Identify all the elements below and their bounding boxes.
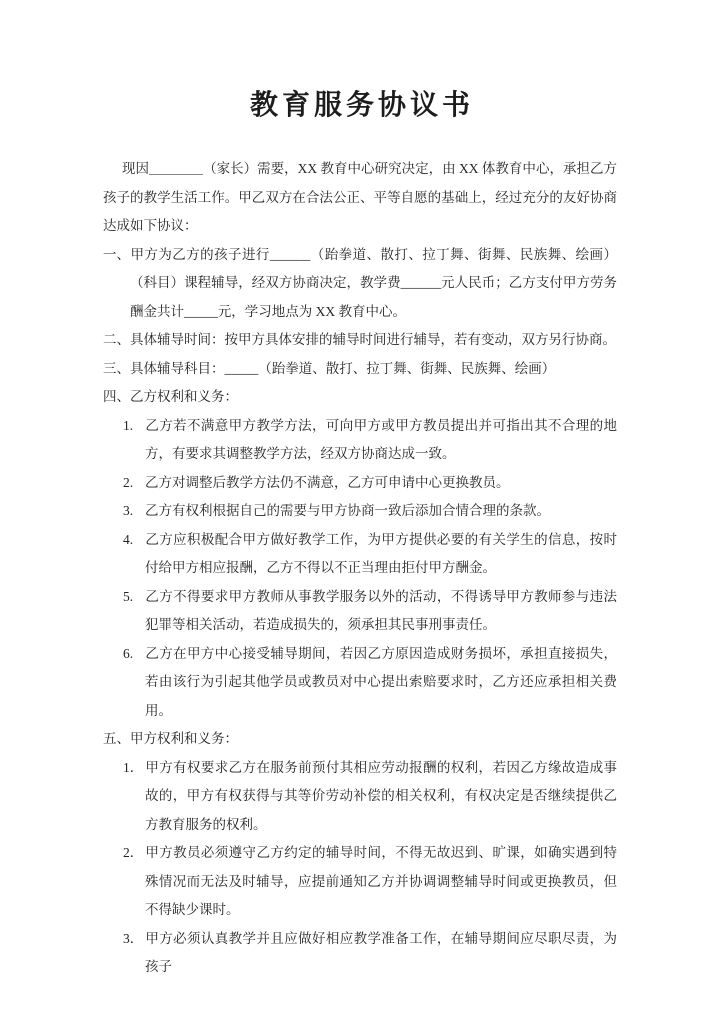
clause-4-marker: 四、 <box>103 389 130 404</box>
list-item <box>123 469 617 498</box>
item-number: 3． <box>123 930 144 946</box>
clause-3 <box>103 355 617 384</box>
item-text: 乙方应积极配合甲方做好教学工作，为甲方提供必要的有关学生的信息，按时付给甲方相应报酬，乙方不得以不正当理由拒付甲方酬金。 <box>145 531 617 575</box>
item-text: 乙方在甲方中心接受辅导期间，若因乙方原因造成财务损坏，承担直接损失，若由该行为引起其他学员或教员对中心提出索赔要求时，乙方还应承担相关费用。 <box>145 645 617 718</box>
item-number: 6. <box>123 645 134 661</box>
clause-5-marker: 五、 <box>103 731 130 746</box>
item-number: 1． <box>123 759 144 775</box>
item-text: 乙方有权利根据自己的需要与甲方协商一致后添加合情合理的条款。 <box>145 503 550 518</box>
item-text: 乙方不得要求甲方教师从事教学服务以外的活动，不得诱导甲方教师参与违法犯罪等相关活动，若造成损失的，须承担其民事刑事责任。 <box>145 588 617 632</box>
clause-1-marker: 一、 <box>103 246 130 262</box>
item-number: 1. <box>123 417 134 433</box>
clause-3-marker: 三、 <box>103 360 130 376</box>
clause-2-text: 具体辅导时间：按甲方具体安排的辅导时间进行辅导，若有变动，双方另行协商。 <box>130 332 616 347</box>
clause-5-items <box>123 754 617 982</box>
agreement-document <box>103 0 617 982</box>
list-item <box>123 583 617 640</box>
clause-2-marker: 二、 <box>103 332 130 347</box>
item-text: 乙方若不满意甲方教学方法，可向甲方或甲方教员提出并可指出其不合理的地方，有要求其调整教学方法，经双方协商达成一致。 <box>145 417 617 461</box>
item-text: 甲方教员必须遵守乙方约定的辅导时间，不得无故迟到、旷课，如确实遇到特殊情况而无法及时辅导，应提前通知乙方并协调调整辅导时间或更换教员，但不得缺少课时。 <box>145 845 617 917</box>
list-item <box>123 754 617 840</box>
clause-1 <box>103 241 617 327</box>
list-item <box>123 640 617 726</box>
clause-4-items <box>123 412 617 726</box>
clause-5-text: 甲方权利和义务： <box>130 731 238 746</box>
list-item <box>123 497 617 526</box>
list-item <box>123 412 617 469</box>
list-item <box>123 526 617 583</box>
item-number: 4. <box>123 531 134 547</box>
clause-3-text: 具体辅导科目：_____（跆拳道、散打、拉丁舞、街舞、民族舞、绘画） <box>130 360 556 376</box>
intro-paragraph: 现因＿＿＿＿（家长）需要，XX 教育中心研究决定，由 XX 体教育中心，承担乙方孩子的教学生活工作。甲乙双方在合法公正、平等自愿的基础上，经过充分的友好协商达成如下协议： <box>103 161 617 233</box>
clause-5-heading <box>103 725 617 754</box>
clause-2 <box>103 326 617 355</box>
item-number: 3. <box>123 503 134 518</box>
item-text: 甲方必须认真教学并且应做好相应教学准备工作，在辅导期间应尽职尽责，为孩子 <box>145 930 617 974</box>
list-item <box>123 925 617 982</box>
item-number: 2. <box>123 474 134 490</box>
item-number: 2． <box>123 845 144 860</box>
item-text: 甲方有权要求乙方在服务前预付其相应劳动报酬的权利，若因乙方缘故造成事故的，甲方有权获得与其等价劳动补偿的相关权利，有权决定是否继续提供乙方教育服务的权利。 <box>145 759 617 832</box>
item-number: 5. <box>123 588 134 604</box>
clause-4-text: 乙方权利和义务： <box>130 389 238 404</box>
list-item <box>123 839 617 925</box>
document-title: 教育服务协议书 <box>249 90 474 121</box>
clause-1-text: 甲方为乙方的孩子进行______（跆拳道、散打、拉丁舞、街舞、民族舞、绘画）（科目）课程辅导，经双方协商决定，教学费______元人民币；乙方支付甲方劳务酬金共计_____元，学习地点为 XX 教育中心。 <box>130 246 617 319</box>
item-text: 乙方对调整后教学方法仍不满意，乙方可申请中心更换教员。 <box>145 474 510 490</box>
clause-4-heading <box>103 383 617 412</box>
